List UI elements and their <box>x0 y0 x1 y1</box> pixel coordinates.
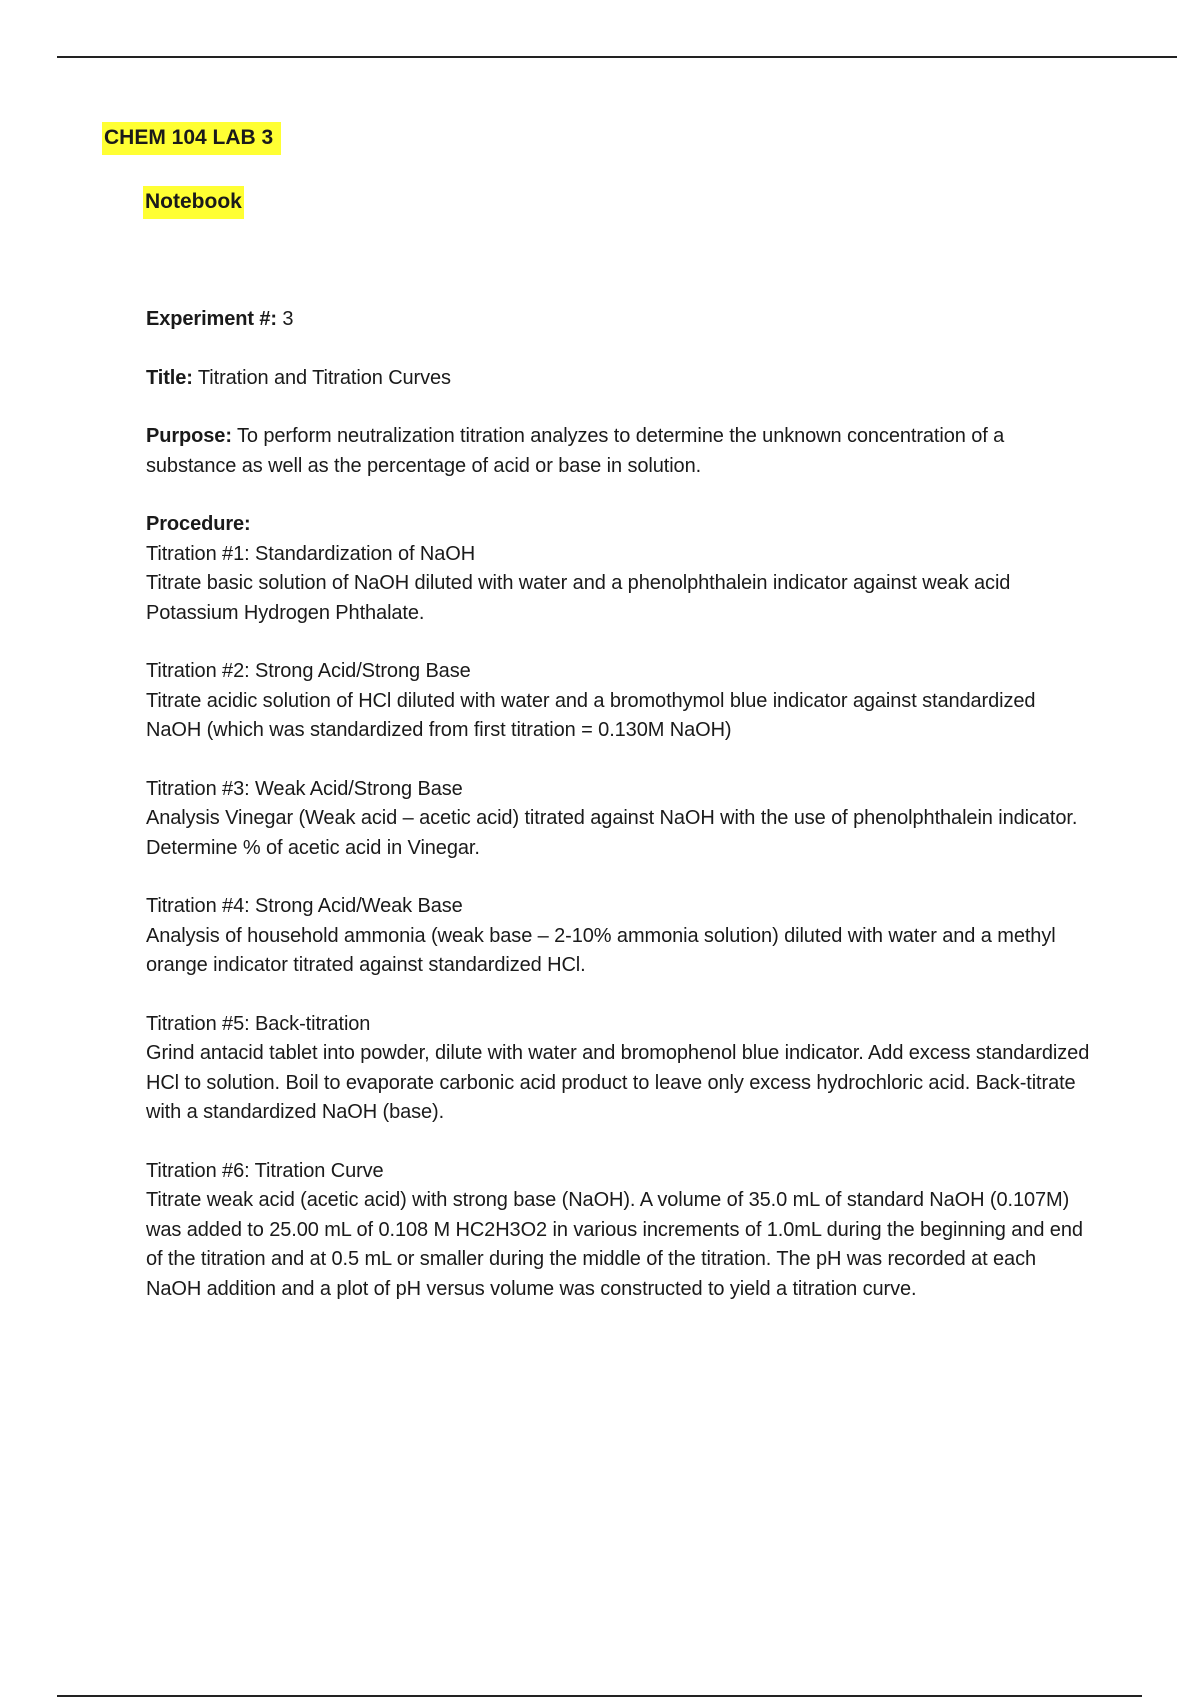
step-text: Titrate weak acid (acetic acid) with strong base (NaOH). A volume of 35.0 mL of standard NaOH (0.107M) was added to 25.00 mL of 0.108 M HC2H3O2 in various increments of 1.0mL during the beginning and end of the titration and at 0.5 mL or smaller during the middle of the titration. The pH was recorded at each NaOH addition and a plot of pH versus volume was constructed to yield a titration curve. <box>146 1189 1083 1300</box>
step-text: Analysis of household ammonia (weak base – 2-10% ammonia solution) diluted with water and a methyl orange indicator titrated against standardized HCl. <box>146 924 1056 976</box>
procedure-step <box>146 1010 1091 1128</box>
notebook-heading: Notebook <box>143 186 244 219</box>
step-heading: Titration #3: Weak Acid/Strong Base <box>146 777 463 800</box>
step-text: Grind antacid tablet into powder, dilute with water and bromophenol blue indicator. Add excess standardized HCl to solution. Boil to evaporate carbonic acid product to leave only excess hydrochloric acid. Back-titrate with a standardized NaOH (base). <box>146 1042 1090 1123</box>
procedure-step <box>146 657 1091 746</box>
purpose-value: To perform neutralization titration analyzes to determine the unknown concentration of a substance as well as the percentage of acid or base in solution. <box>146 425 1005 477</box>
procedure-step <box>146 540 1091 629</box>
step-heading: Titration #4: Strong Acid/Weak Base <box>146 895 463 917</box>
title-label: Title: <box>146 366 193 389</box>
step-heading: Titration #1: Standardization of NaOH <box>146 542 476 565</box>
title-field <box>146 364 1091 394</box>
step-heading: Titration #5: Back-titration <box>146 1012 371 1035</box>
notebook-content <box>146 305 1091 1333</box>
experiment-number <box>146 305 1091 335</box>
procedure-section <box>146 510 1091 1304</box>
document-title: CHEM 104 LAB 3 <box>102 122 281 155</box>
step-text: Titrate acidic solution of HCl diluted with water and a bromothymol blue indicator against standardized NaOH (which was standardized from first titration = 0.130M NaOH) <box>146 689 1036 741</box>
title-value: Titration and Titration Curves <box>192 366 451 389</box>
purpose-label: Purpose: <box>146 425 232 447</box>
procedure-step <box>146 892 1091 981</box>
experiment-value: 3 <box>276 308 294 330</box>
procedure-label: Procedure: <box>146 513 251 535</box>
step-text: Titrate basic solution of NaOH diluted with water and a phenolphthalein indicator against weak acid Potassium Hydrogen Phthalate. <box>146 572 1011 624</box>
bottom-divider <box>57 1695 1142 1697</box>
experiment-label: Experiment #: <box>146 308 277 330</box>
step-text: Analysis Vinegar (Weak acid – acetic acid) titrated against NaOH with the use of phenolphthalein indicator. Determine % of acetic acid in Vinegar. <box>146 807 1078 859</box>
procedure-step <box>146 775 1091 864</box>
purpose-field <box>146 422 1091 481</box>
step-heading: Titration #6: Titration Curve <box>146 1159 384 1182</box>
top-divider <box>57 56 1177 58</box>
step-heading: Titration #2: Strong Acid/Strong Base <box>146 660 471 682</box>
procedure-step <box>146 1157 1091 1305</box>
